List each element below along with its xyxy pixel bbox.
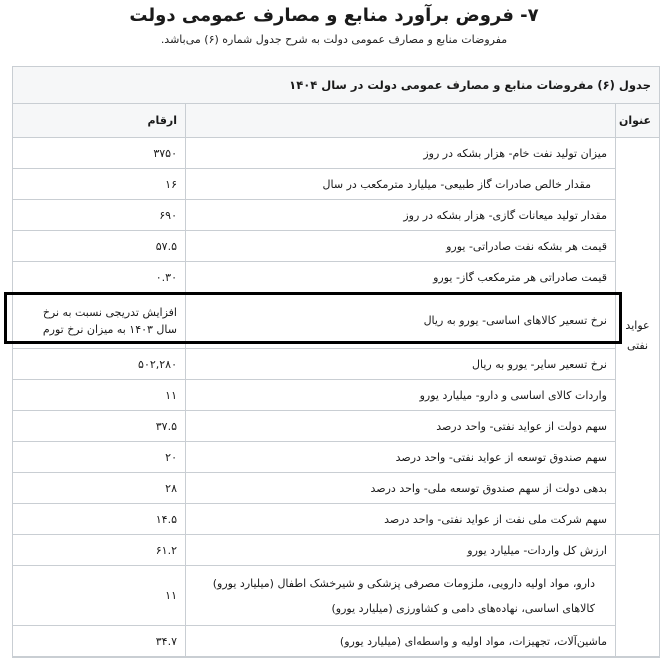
group-label-empty (615, 535, 659, 657)
table-row (13, 349, 615, 380)
imports-group (13, 535, 659, 657)
row-value-line1: افزایش تدریجی نسبت به نرخ (42, 305, 177, 319)
header-values: ارقام (13, 104, 185, 138)
row-value: ۱۱ (13, 566, 185, 626)
row-value: ۱۴.۵ (13, 504, 185, 535)
table-row (13, 380, 615, 411)
row-value: ۵۷.۵ (13, 231, 185, 262)
row-title: قیمت صادراتی هر مترمکعب گاز- یورو (185, 262, 615, 293)
table-row (13, 473, 615, 504)
row-title: ارزش کل واردات- میلیارد یورو (185, 535, 615, 566)
row-value: ۶۹۰ (13, 200, 185, 231)
assumptions-table (12, 66, 660, 658)
highlight-box (4, 292, 622, 344)
row-title: سهم صندوق توسعه از عواید نفتی- واحد درصد (185, 442, 615, 473)
row-title-line1: دارو، مواد اولیه دارویی، ملزومات مصرفی پزشکی و شیرخشک اطفال (میلیارد یورو) (212, 576, 595, 590)
row-title: قیمت هر بشکه نفت صادراتی- یورو (185, 231, 615, 262)
table-row (13, 566, 615, 626)
row-title-multiline (185, 566, 615, 626)
row-title: بدهی دولت از سهم صندوق توسعه ملی- واحد درصد (185, 473, 615, 504)
table-row (13, 442, 615, 473)
intro-text: مفروضات منابع و مصارف عمومی دولت به شرح جدول شماره (۶) می‌باشد. (160, 33, 508, 46)
table-title-row (13, 67, 659, 104)
table-row (13, 411, 615, 442)
row-title: واردات کالای اساسی و دارو- میلیارد یورو (185, 380, 615, 411)
table-row (13, 626, 615, 657)
section-heading: ۷- فروض برآورد منابع و مصارف عمومی دولت (129, 5, 539, 26)
row-title: نرخ تسعیر کالاهای اساسی- یورو به ریال (185, 293, 615, 349)
table-row (13, 200, 615, 231)
row-value: ۱۶ (13, 169, 185, 200)
table-row (13, 504, 615, 535)
row-title: سهم شرکت ملی نفت از عواید نفتی- واحد درصد (185, 504, 615, 535)
row-value: ۶۱.۲ (13, 535, 185, 566)
row-title: مقدار تولید میعانات گازی- هزار بشکه در روز (185, 200, 615, 231)
row-value: ۲۰ (13, 442, 185, 473)
header-title: عنوان (615, 104, 659, 138)
row-value: ۳۴.۷ (13, 626, 185, 657)
table-row (13, 535, 615, 566)
row-title: ماشین‌آلات، تجهیزات، مواد اولیه و واسطه‌ای (میلیارد یورو) (185, 626, 615, 657)
row-title: سهم دولت از عواید نفتی- واحد درصد (185, 411, 615, 442)
table-header-row (13, 104, 659, 138)
table-row (13, 138, 615, 169)
row-value: ۵۰۲,۲۸۰ (13, 349, 185, 380)
table-row (13, 262, 615, 293)
row-title: میزان تولید نفت خام- هزار بشکه در روز (185, 138, 615, 169)
row-value: ۲۸ (13, 473, 185, 504)
row-value: ۰.۳۰ (13, 262, 185, 293)
row-value: ۱۱ (13, 380, 185, 411)
row-value: ۳۷۵۰ (13, 138, 185, 169)
row-value: ۳۷.۵ (13, 411, 185, 442)
row-title: نرخ تسعیر سایر- یورو به ریال (185, 349, 615, 380)
group-label-oil: عواید نفتی (615, 138, 659, 535)
header-spacer (185, 104, 615, 138)
imports-group-rows (13, 535, 615, 657)
table-title: جدول (۶) مفروضات منابع و مصارف عمومی دولت در سال ۱۴۰۴ (289, 78, 651, 92)
row-value-line2: سال ۱۴۰۳ به میزان نرخ تورم (42, 322, 177, 336)
table-row (13, 231, 615, 262)
table-row (13, 169, 615, 200)
row-title: مقدار خالص صادرات گاز طبیعی- میلیارد مترمکعب در سال (185, 169, 615, 200)
row-title-line2: کالاهای اساسی، نهاده‌های دامی و کشاورزی (میلیارد یورو) (331, 601, 595, 615)
